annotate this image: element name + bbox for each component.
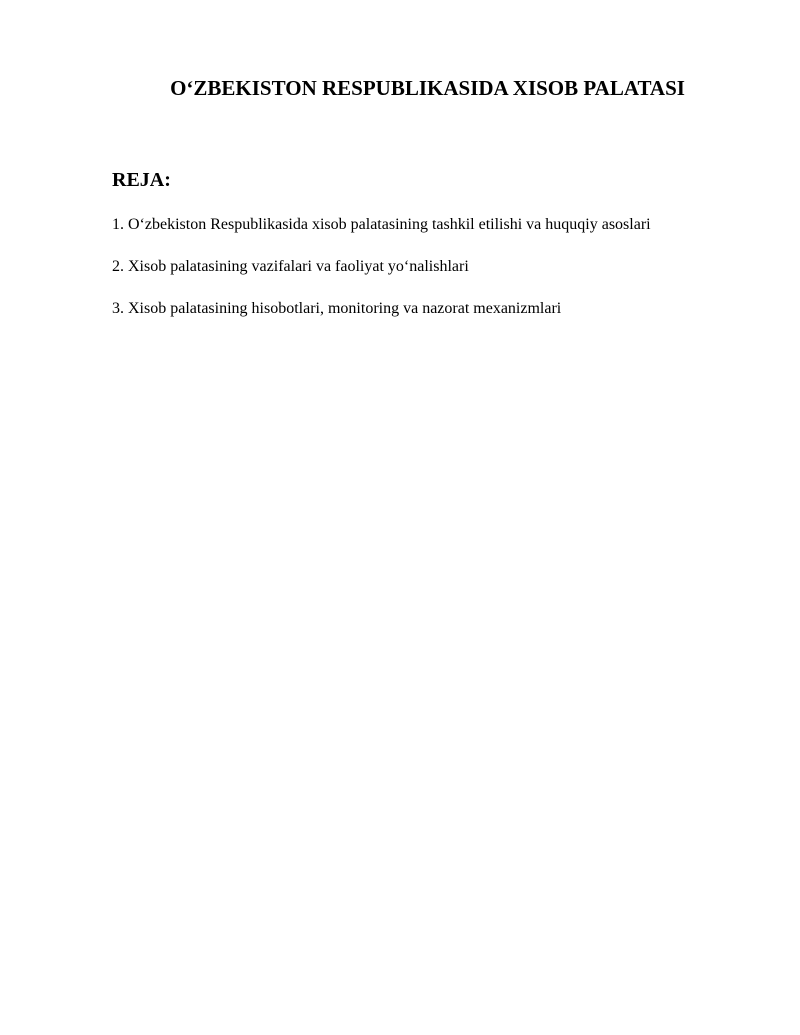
- plan-item: 2. Xisob palatasining vazifalari va faoliyat yo‘nalishlari: [112, 258, 469, 275]
- plan-heading: REJA:: [112, 169, 171, 191]
- plan-item: 1. O‘zbekiston Respublikasida xisob palatasining tashkil etilishi va huquqiy asoslari: [112, 216, 651, 233]
- document-title: O‘ZBEKISTON RESPUBLIKASIDA XISOB PALATASI: [170, 76, 685, 100]
- plan-item: 3. Xisob palatasining hisobotlari, monitoring va nazorat mexanizmlari: [112, 300, 562, 317]
- plan-list: [112, 212, 651, 338]
